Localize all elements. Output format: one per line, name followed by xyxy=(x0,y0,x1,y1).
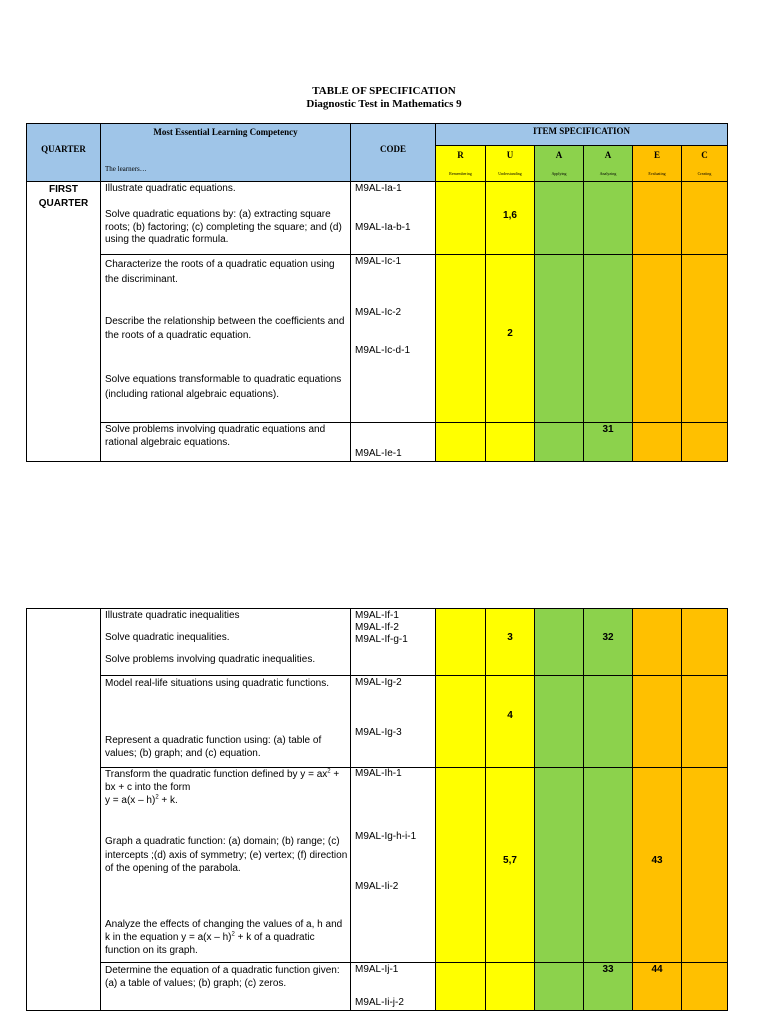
quarter-cell xyxy=(27,609,101,1011)
code-text: M9AL-Ia-1 xyxy=(355,183,402,194)
competency-fragment: Transform the quadratic function defined by y = xyxy=(105,769,314,780)
item-spec-header: ITEM SPECIFICATION xyxy=(532,126,631,136)
level-letter-r: R xyxy=(457,150,464,160)
table-row xyxy=(27,182,728,255)
competency-fragment: ax xyxy=(316,769,328,780)
document-subtitle: Diagnostic Test in Mathematics 9 xyxy=(306,98,462,110)
quarter-label: FIRST QUARTER xyxy=(38,184,89,209)
table-row xyxy=(27,609,728,676)
level-name-applying: Applying xyxy=(551,170,567,176)
code-text: M9AL-Ic-d-1 xyxy=(355,345,411,356)
item-number: 32 xyxy=(602,632,614,643)
code-text: M9AL-Ij-1 xyxy=(355,964,399,975)
item-number: 33 xyxy=(602,964,614,975)
competency-text: Illustrate quadratic equations. xyxy=(105,183,236,194)
competency-text: Solve quadratic equations by: (a) extracting square roots; (b) factoring; (c) completing the square; and (d) using the quadratic formula. xyxy=(105,209,342,245)
table-row xyxy=(27,676,728,768)
code-text: M9AL-If-2 xyxy=(355,622,399,633)
melc-header: Most Essential Learning Competency xyxy=(153,127,298,137)
code-text: M9AL-If-1 xyxy=(355,610,399,621)
code-text: M9AL-If-g-1 xyxy=(355,634,408,645)
competency-text: Illustrate quadratic inequalities xyxy=(105,610,240,621)
code-text: M9AL-Ig-h-i-1 xyxy=(355,831,417,842)
learners-label: The learners… xyxy=(105,165,147,173)
item-number: 4 xyxy=(507,710,513,721)
code-text: M9AL-Ic-2 xyxy=(355,307,402,318)
item-number: 44 xyxy=(651,964,663,975)
code-text: M9AL-Ic-1 xyxy=(355,256,402,267)
spec-table-first xyxy=(26,123,728,462)
level-letter-u: U xyxy=(506,150,514,160)
melc-header-cell xyxy=(101,124,351,182)
competency-text: Solve problems involving quadratic inequalities. xyxy=(105,654,316,665)
item-number: 43 xyxy=(651,855,663,866)
competency-text xyxy=(105,918,348,957)
item-number: 31 xyxy=(602,424,614,435)
competency-fragment: + k of a quadratic function on its graph. xyxy=(105,932,315,956)
code-text: M9AL-Ia-b-1 xyxy=(355,222,411,233)
code-text: M9AL-Ih-1 xyxy=(355,768,402,779)
competency-text: Solve quadratic inequalities. xyxy=(105,632,230,643)
table-row xyxy=(27,768,728,963)
level-letter-c: C xyxy=(701,150,708,160)
quarter-header: QUARTER xyxy=(41,144,86,154)
superscript: 2 xyxy=(155,794,159,801)
level-name-remembering: Remembering xyxy=(449,170,472,176)
table-row xyxy=(27,963,728,1011)
competency-text xyxy=(105,768,348,807)
competency-fragment: + bx + c into the form xyxy=(105,769,340,793)
item-spec-header-cell xyxy=(436,124,728,146)
item-number: 1,6 xyxy=(503,210,517,221)
table-row xyxy=(27,255,728,423)
code-header-cell xyxy=(351,124,436,182)
competency-text: Solve problems involving quadratic equations and rational algebraic equations. xyxy=(105,424,326,448)
level-name-evaluating: Evaluating xyxy=(648,170,666,176)
competency-text: Solve equations transformable to quadratic equations (including rational algebraic equations). xyxy=(105,374,342,400)
table-row xyxy=(27,423,728,462)
level-letter-a2: A xyxy=(604,150,612,160)
level-name-understanding: Understanding xyxy=(498,170,522,176)
competency-text: Graph a quadratic function: (a) domain; (b) range; (c) intercepts ;(d) axis of symmetry; (e) vertex; (f) direction of the opening of the parabola. xyxy=(105,836,348,874)
quarter-header-cell xyxy=(27,124,101,182)
spec-table-second xyxy=(26,608,728,1011)
item-number: 5,7 xyxy=(503,855,517,866)
competency-text: Characterize the roots of a quadratic equation using the discriminant. xyxy=(105,259,335,285)
code-header: CODE xyxy=(379,144,406,154)
code-text: M9AL-Ii-j-2 xyxy=(355,997,404,1008)
superscript: 2 xyxy=(231,931,235,938)
quarter-cell xyxy=(27,182,101,462)
competency-text: Describe the relationship between the coefficients and the roots of a quadratic equation. xyxy=(105,316,345,341)
code-text: M9AL-Ig-2 xyxy=(355,677,402,688)
level-name-creating: Creating xyxy=(697,170,712,176)
item-number: 3 xyxy=(507,632,513,643)
superscript: 2 xyxy=(327,768,331,775)
document-title: TABLE OF SPECIFICATION xyxy=(312,85,456,97)
competency-text: Represent a quadratic function using: (a) table of values; (b) graph; and (c) equation. xyxy=(105,735,322,759)
code-text: M9AL-Ie-1 xyxy=(355,448,402,459)
code-text: M9AL-Ii-2 xyxy=(355,881,399,892)
item-number: 2 xyxy=(507,328,513,339)
competency-fragment: + k. xyxy=(158,795,178,806)
level-letter-e: E xyxy=(653,150,660,160)
level-letter-a1: A xyxy=(555,150,563,160)
level-name-analyzing: Analyzing xyxy=(599,170,617,176)
competency-text: Determine the equation of a quadratic function given: (a) a table of values; (b) graph; (c) zeros. xyxy=(105,965,340,989)
competency-fragment: Analyze the effects of changing the values of a, h and k in the equation y = a(x – h) xyxy=(105,919,343,943)
competency-fragment: y = a(x – h) xyxy=(105,795,156,806)
competency-text: Model real-life situations using quadratic functions. xyxy=(105,678,330,689)
code-text: M9AL-Ig-3 xyxy=(355,727,402,738)
